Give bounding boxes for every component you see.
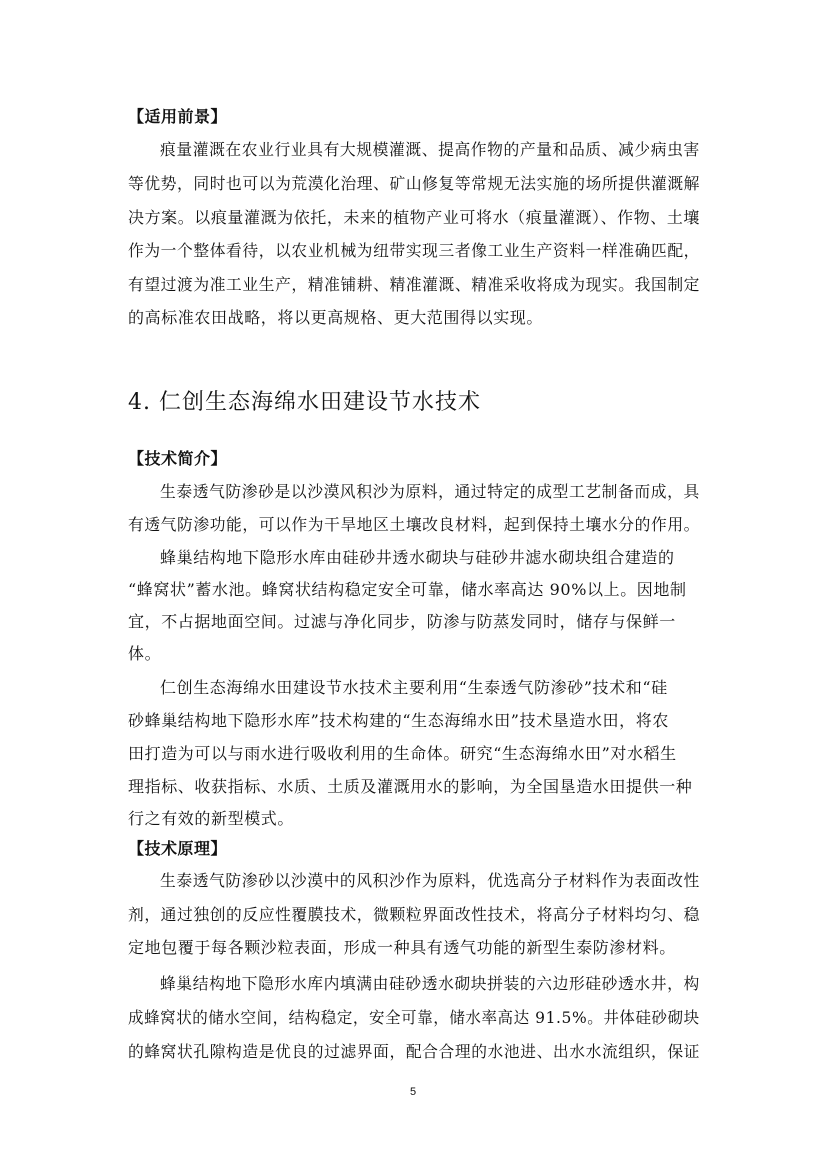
paragraph-line: 蜂巢结构地下隐形水库内填满由硅砂透水砌块拼装的六边形硅砂透水井，构: [160, 974, 700, 993]
paragraph-line: 仁创生态海绵水田建设节水技术主要利用“生泰透气防渗砂”技术和“硅: [160, 678, 668, 697]
paragraph-line: 剂，通过独创的反应性覆膜技术，微颗粒界面改性技术，将高分子材料均匀、稳: [128, 905, 701, 924]
paragraph-line: 的高标准农田战略，将以更高规格、更大范围得以实现。: [128, 308, 544, 327]
paragraph-line: 理指标、收获指标、水质、土质及灌溉用水的影响，为全国垦造水田提供一种: [128, 777, 693, 796]
paragraph-line: 田打造为可以与雨水进行吸收利用的生命体。研究“生态海绵水田”对水稻生: [128, 744, 677, 763]
paragraph-line: 作为一个整体看待，以农业机械为纽带实现三者像工业生产资料一样准确匹配，: [128, 241, 701, 260]
paragraph-line: 决方案。以痕量灌溉为依托，未来的植物产业可将水（痕量灌溉）、作物、土壤: [128, 208, 701, 227]
page-number: 5: [409, 1086, 417, 1098]
paragraph-line: 行之有效的新型模式。: [128, 809, 295, 828]
paragraph-line: 等优势，同时也可以为荒漠化治理、矿山修复等常规无法实施的场所提供灌溉解: [128, 174, 701, 193]
paragraph-line: 痕量灌溉在农业行业具有大规模灌溉、提高作物的产量和品质、减少病虫害: [160, 140, 700, 159]
paragraph-line: 定地包覆于每各颗沙粒表面，形成一种具有透气功能的新型生泰防渗材料。: [128, 938, 676, 957]
section-label-principle: 【技术原理】: [128, 839, 228, 858]
paragraph-line: 砂蜂巢结构地下隐形水库”技术构建的“生态海绵水田”技术垦造水田，将农: [128, 711, 669, 730]
paragraph-line: 生泰透气防渗砂以沙漠中的风积沙作为原料，优选高分子材料作为表面改性: [160, 871, 700, 890]
paragraph-line: 有望过渡为准工业生产，精准铺耕、精准灌溉、精准采收将成为现实。我国制定: [128, 275, 701, 294]
paragraph-line: 成蜂窝状的储水空间，结构稳定，安全可靠，储水率高达 91.5%。井体硅砂砌块: [128, 1008, 700, 1027]
paragraph-line: “蜂窝状”蓄水池。蜂窝状结构稳定安全可靠，储水率高达 90%以上。因地制: [128, 580, 687, 599]
paragraph-line: 的蜂窝状孔隙构造是优良的过滤界面，配合合理的水池进、出水水流组织，保证: [128, 1042, 701, 1061]
section-label-applicable: 【适用前景】: [128, 107, 228, 126]
section-label-intro: 【技术简介】: [128, 449, 228, 468]
paragraph-line: 生泰透气防渗砂是以沙漠风积沙为原料，通过特定的成型工艺制备而成，具: [160, 482, 700, 501]
paragraph-line: 蜂巢结构地下隐形水库由硅砂井透水砌块与硅砂井滤水砌块组合建造的: [160, 548, 675, 567]
paragraph-line: 宜，不占据地面空间。过滤与净化同步，防渗与防蒸发同时，储存与保鲜一: [128, 612, 676, 631]
paragraph-line: 有透气防渗功能，可以作为干旱地区土壤改良材料，起到保持土壤水分的作用。: [128, 515, 701, 534]
paragraph-line: 体。: [128, 644, 162, 663]
section-heading: 4. 仁创生态海绵水田建设节水技术: [128, 390, 481, 415]
